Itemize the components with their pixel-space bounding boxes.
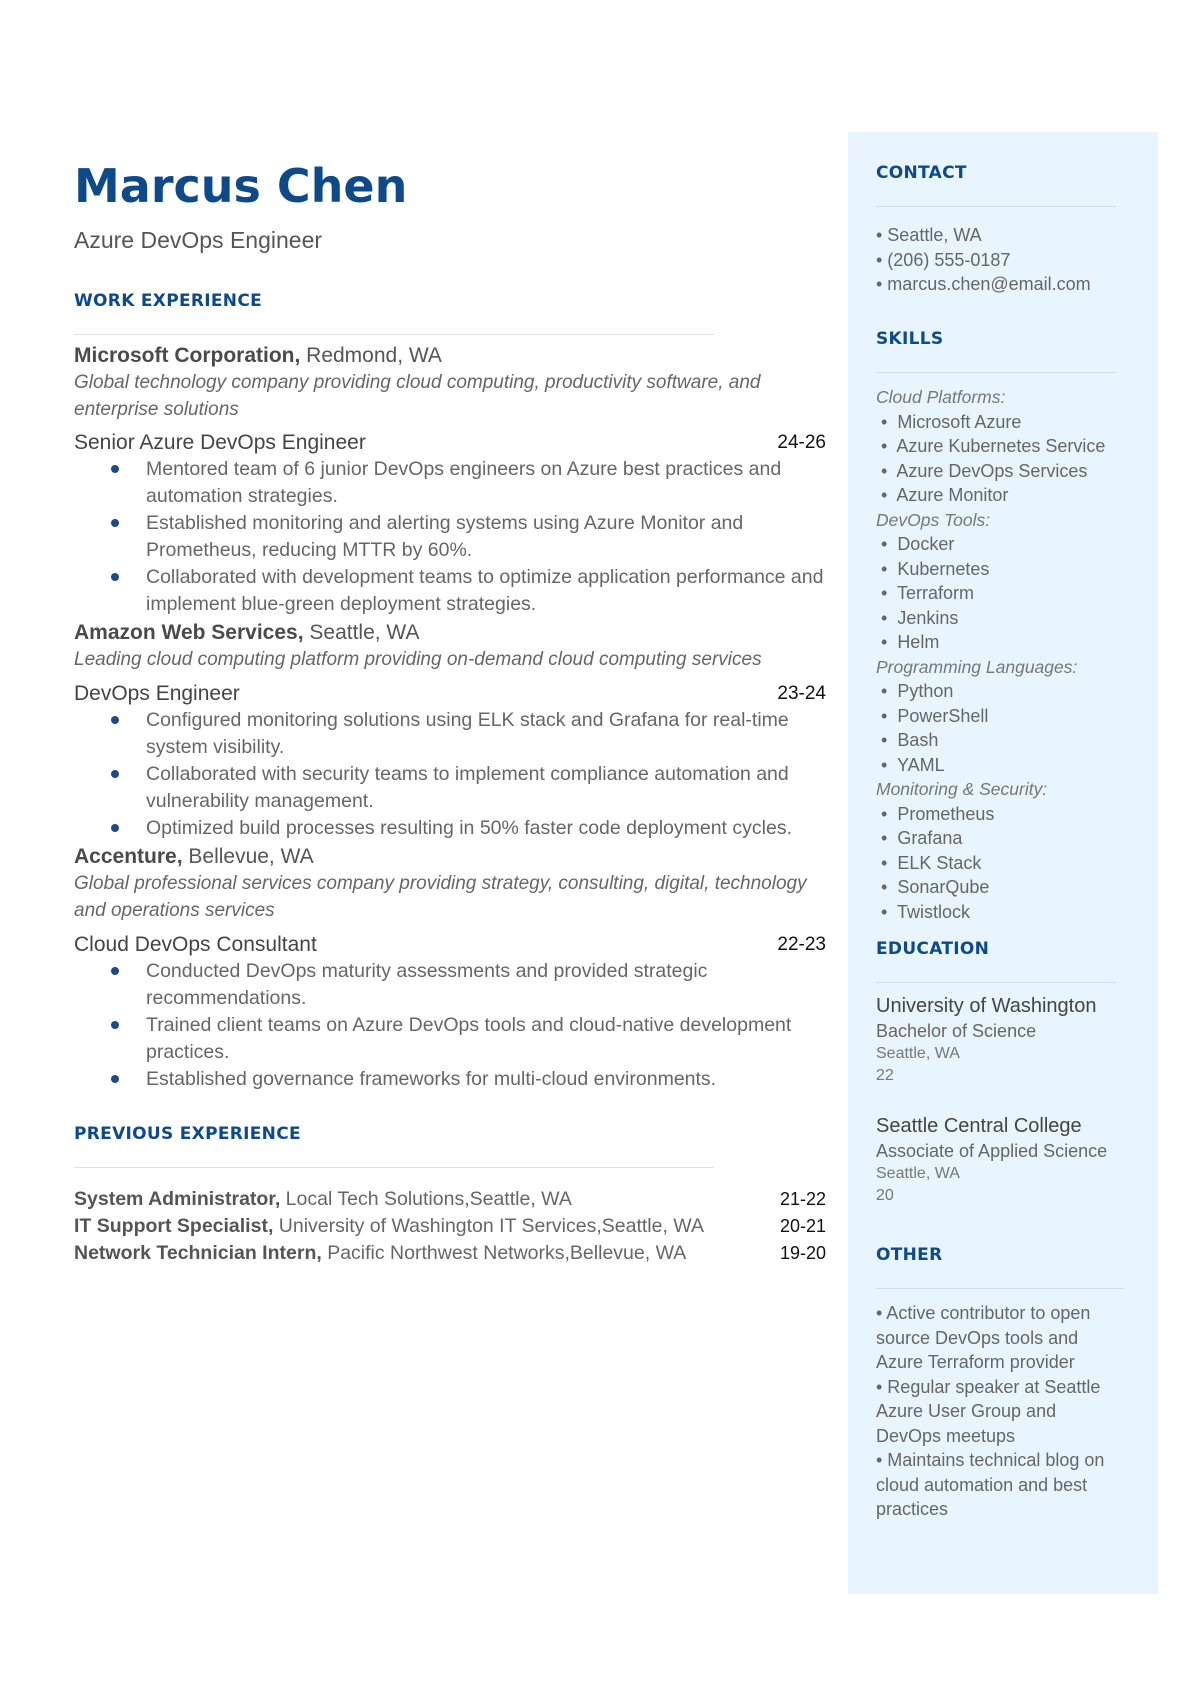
skill-item: • ELK Stack [876,852,982,873]
skill-category: Monitoring & Security: [876,779,1048,799]
skill-item: • Twistlock [876,901,970,922]
bullet-item [74,1012,826,1066]
sidebar [848,132,1158,1594]
previous-role-dates: 21-22 [779,1189,826,1209]
bullet-dot-icon [111,465,119,473]
bullet-item [74,761,826,815]
education-section [876,938,1136,1207]
job-bullets [74,958,826,1093]
job-bullets [74,456,826,618]
skills-heading: SKILLS [876,329,944,349]
main-column [74,158,826,1267]
other-item: • Regular speaker at Seattle Azure User Group and DevOps meetups [876,1376,1101,1446]
contact-location: • Seattle, WA [876,225,982,245]
job-dates: 23-24 [777,683,826,704]
section-divider [74,1167,714,1168]
job-dates: 22-23 [777,934,826,955]
company-line [74,343,826,369]
school-name: Seattle Central College [876,1115,1082,1137]
education-heading: EDUCATION [876,939,990,959]
bullet-item [74,958,826,1012]
education-entry [876,1113,1136,1207]
job-title: Cloud DevOps Consultant [74,933,317,956]
bullet-text: Established governance frameworks for multi-cloud environments. [146,1068,717,1090]
graduation-year: 20 [876,1187,894,1204]
degree: Bachelor of Science [876,1021,1037,1041]
other-heading: OTHER [876,1245,943,1265]
company-line [74,844,826,870]
bullet-item [74,707,826,761]
skill-item: • Jenkins [876,607,959,628]
other-item: • Maintains technical blog on cloud automation and best practices [876,1450,1105,1519]
section-divider [74,334,714,335]
candidate-name: Marcus Chen [74,159,408,213]
job-dates: 24-26 [777,432,826,453]
bullet-dot-icon [111,1021,119,1029]
skill-item: • Terraform [876,583,974,603]
job-bullets [74,707,826,842]
section-divider [876,982,1116,983]
bullet-dot-icon [111,770,119,778]
bullet-dot-icon [111,824,119,832]
company-location: Bellevue, WA [182,845,314,868]
job-title: DevOps Engineer [74,682,240,705]
job-title-row [74,430,826,456]
skill-item: • Grafana [876,828,963,848]
skill-item: • Bash [876,730,939,750]
contact-phone: • (206) 555-0187 [876,249,1011,270]
skill-category: Programming Languages: [876,656,1078,677]
previous-role-title: System Administrator, [74,1188,281,1210]
bullet-dot-icon [111,967,119,975]
education-entry [876,993,1136,1087]
bullet-text: Conducted DevOps maturity assessments and provided strategic recommendations. [146,960,708,1009]
school-location: Seattle, WA [876,1045,960,1062]
bullet-item [74,815,826,842]
previous-role-org: Local Tech Solutions,Seattle, WA [280,1188,572,1210]
previous-role-org: University of Washington IT Services,Seattle, WA [273,1215,704,1237]
company-description: Leading cloud computing platform providing on-demand cloud computing services [74,649,762,670]
company-line [74,620,826,646]
school-location: Seattle, WA [876,1165,960,1182]
job-entry [74,844,826,1093]
bullet-dot-icon [111,716,119,724]
bullet-dot-icon [111,573,119,581]
bullet-text: Configured monitoring solutions using ELK stack and Grafana for real-time system visibility. [146,709,789,758]
previous-experience-heading: PREVIOUS EXPERIENCE [74,1124,301,1144]
other-section [876,1244,1126,1522]
previous-experience-list [74,1186,826,1267]
section-divider [876,206,1116,207]
skill-item: • YAML [876,754,945,775]
company-name: Microsoft Corporation, [74,344,301,367]
bullet-text: Collaborated with security teams to implement compliance automation and vulnerability management. [146,763,789,812]
skill-category: Cloud Platforms: [876,387,1006,407]
section-divider [876,372,1116,373]
previous-role-row [74,1240,826,1267]
skill-item: • Azure Monitor [876,485,1009,505]
bullet-item [74,510,826,564]
skills-section [876,328,1136,924]
skill-item: • Docker [876,534,955,554]
previous-role-title: IT Support Specialist, [74,1215,274,1237]
company-description: Global technology company providing cloud computing, productivity software, and enterprise solutions [74,372,761,420]
bullet-dot-icon [111,519,119,527]
bullet-text: Optimized build processes resulting in 50% faster code deployment cycles. [146,817,792,839]
bullet-text: Established monitoring and alerting systems using Azure Monitor and Prometheus, reducing MTTR by 60%. [146,512,744,561]
skill-item: • PowerShell [876,705,989,726]
graduation-year: 22 [876,1067,894,1084]
contact-section [876,162,1136,297]
job-title-row [74,681,826,707]
skill-item: • Helm [876,632,940,652]
degree: Associate of Applied Science [876,1141,1108,1161]
skill-item: • Prometheus [876,803,995,824]
company-location: Seattle, WA [303,621,420,644]
section-divider [876,1288,1124,1289]
company-name: Accenture, [74,845,183,868]
company-location: Redmond, WA [300,344,442,367]
skill-category: DevOps Tools: [876,509,991,530]
skill-item: • SonarQube [876,877,990,897]
bullet-text: Trained client teams on Azure DevOps tools and cloud-native development practices. [146,1014,792,1063]
work-experience-heading: WORK EXPERIENCE [74,291,263,311]
school-name: University of Washington [876,995,1097,1017]
skill-item: • Azure Kubernetes Service [876,436,1106,456]
previous-role-dates: 19-20 [779,1243,826,1263]
candidate-title: Azure DevOps Engineer [74,227,323,253]
previous-role-row [74,1213,826,1240]
job-title: Senior Azure DevOps Engineer [74,431,366,454]
bullet-item [74,1066,826,1093]
bullet-text: Mentored team of 6 junior DevOps engineers on Azure best practices and automation strategies. [146,458,782,507]
skill-item: • Microsoft Azure [876,411,1022,432]
skill-item: • Python [876,681,954,701]
contact-email: • marcus.chen@email.com [876,274,1091,294]
skill-item: • Azure DevOps Services [876,460,1088,481]
contact-heading: CONTACT [876,163,967,183]
previous-role-org: Pacific Northwest Networks,Bellevue, WA [321,1242,687,1264]
bullet-item [74,564,826,618]
previous-role-title: Network Technician Intern, [74,1242,322,1264]
skill-item: • Kubernetes [876,558,990,579]
skills-list [876,385,1136,924]
previous-role-dates: 20-21 [779,1216,826,1236]
company-name: Amazon Web Services, [74,621,304,644]
job-title-row [74,932,826,958]
job-entry [74,343,826,618]
previous-role-row [74,1186,826,1213]
bullet-item [74,456,826,510]
bullet-dot-icon [111,1075,119,1083]
other-item: • Active contributor to open source DevOps tools and Azure Terraform provider [876,1303,1091,1372]
bullet-text: Collaborated with development teams to optimize application performance and implement blue-green deployment strategies. [146,566,824,615]
company-description: Global professional services company providing strategy, consulting, digital, technology and operations services [74,873,807,921]
job-entry [74,620,826,842]
